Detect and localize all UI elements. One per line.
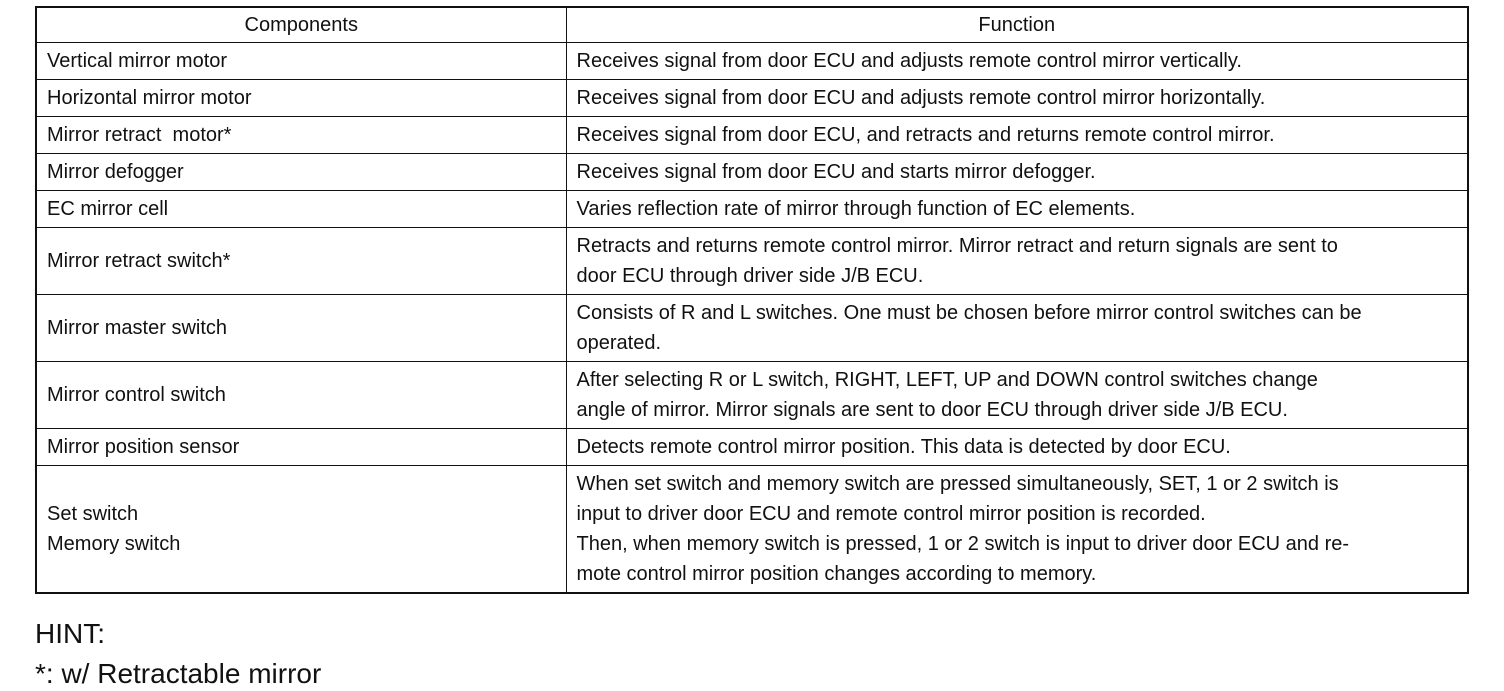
components-function-table	[35, 6, 1469, 594]
component-cell	[36, 154, 566, 191]
function-cell	[566, 295, 1468, 362]
table-row	[36, 295, 1468, 362]
component-cell	[36, 191, 566, 228]
table-row	[36, 43, 1468, 80]
function-cell	[566, 191, 1468, 228]
component-text: Mirror retract motor*	[47, 124, 232, 146]
component-cell	[36, 295, 566, 362]
component-text-line-1: Set switch	[47, 503, 139, 525]
table-row	[36, 362, 1468, 429]
component-cell	[36, 117, 566, 154]
function-text-line-4: mote control mirror position changes according to memory.	[576, 563, 1097, 585]
function-text-line-2: door ECU through driver side J/B ECU.	[576, 265, 924, 287]
component-text: Horizontal mirror motor	[47, 87, 252, 109]
function-text-line-3: Then, when memory switch is pressed, 1 or 2 switch is input to driver door ECU and re-	[576, 533, 1350, 555]
component-text-line-2: Memory switch	[47, 533, 181, 555]
hint-note: *: w/ Retractable mirror	[35, 658, 322, 689]
function-text: Receives signal from door ECU and adjusts remote control mirror vertically.	[576, 50, 1242, 72]
table-row	[36, 228, 1468, 295]
function-cell	[566, 80, 1468, 117]
component-text: Mirror master switch	[47, 317, 228, 339]
function-cell	[566, 466, 1468, 594]
function-text: Receives signal from door ECU and adjusts remote control mirror horizontally.	[576, 87, 1266, 109]
component-text: Mirror control switch	[47, 384, 226, 406]
component-cell	[36, 429, 566, 466]
function-text-line-2: operated.	[576, 332, 662, 354]
component-cell	[36, 466, 566, 594]
component-cell	[36, 228, 566, 295]
function-text: Varies reflection rate of mirror through function of EC elements.	[576, 198, 1136, 220]
component-text: EC mirror cell	[47, 198, 169, 220]
function-text-line-1: After selecting R or L switch, RIGHT, LEFT, UP and DOWN control switches change	[576, 369, 1318, 391]
function-text: Detects remote control mirror position. This data is detected by door ECU.	[576, 436, 1231, 458]
component-text: Mirror position sensor	[47, 436, 240, 458]
function-cell	[566, 43, 1468, 80]
header-components: Components	[36, 7, 566, 43]
component-cell	[36, 80, 566, 117]
table-row	[36, 429, 1468, 466]
header-function: Function	[566, 7, 1468, 43]
function-cell	[566, 429, 1468, 466]
function-text-line-1: Retracts and returns remote control mirror. Mirror retract and return signals are sent to	[576, 235, 1338, 257]
function-text-line-1: Consists of R and L switches. One must be chosen before mirror control switches can be	[576, 302, 1362, 324]
table-row	[36, 191, 1468, 228]
component-text: Mirror retract switch*	[47, 250, 231, 272]
table-row	[36, 154, 1468, 191]
function-cell	[566, 117, 1468, 154]
component-text: Mirror defogger	[47, 161, 184, 183]
function-text: Receives signal from door ECU and starts mirror defogger.	[576, 161, 1096, 183]
hint-title: HINT:	[35, 618, 105, 649]
function-cell	[566, 362, 1468, 429]
component-cell	[36, 43, 566, 80]
table-row	[36, 466, 1468, 594]
table-row	[36, 80, 1468, 117]
function-text: Receives signal from door ECU, and retracts and returns remote control mirror.	[576, 124, 1275, 146]
function-text-line-2: angle of mirror. Mirror signals are sent to door ECU through driver side J/B ECU.	[576, 399, 1288, 421]
function-cell	[566, 228, 1468, 295]
function-text-line-2: input to driver door ECU and remote control mirror position is recorded.	[576, 503, 1206, 525]
component-text: Vertical mirror motor	[47, 50, 228, 72]
table-row	[36, 117, 1468, 154]
function-text-line-1: When set switch and memory switch are pressed simultaneously, SET, 1 or 2 switch is	[576, 473, 1339, 495]
table-header-row	[36, 7, 1468, 43]
function-cell	[566, 154, 1468, 191]
component-cell	[36, 362, 566, 429]
